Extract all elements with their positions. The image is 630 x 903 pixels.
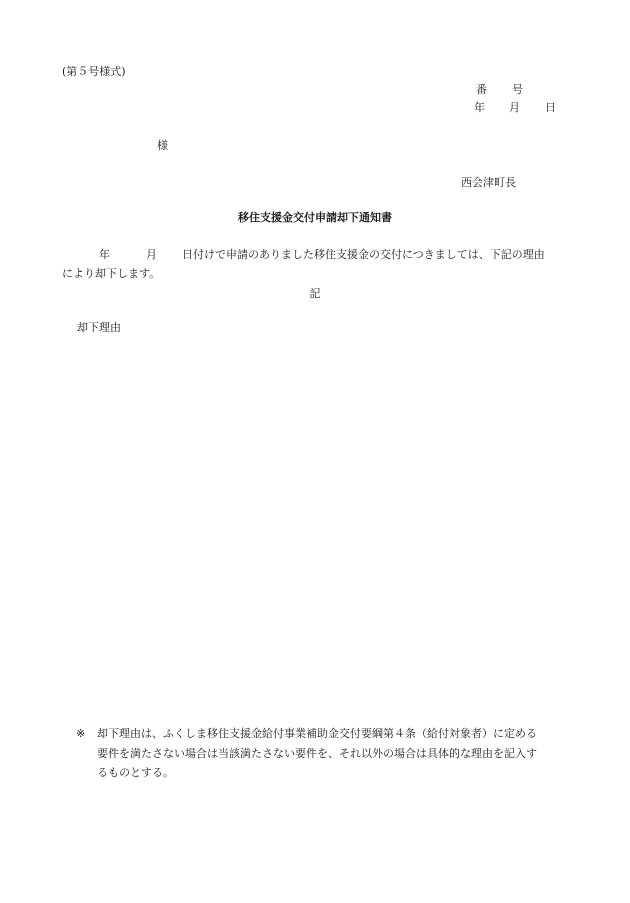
body-year-label: 年 [99, 248, 110, 261]
note-line-2: 要件を満たさない場合は当該満たさない要件を、それ以外の場合は具体的な理由を記入す [97, 747, 537, 760]
ki-marker: 記 [309, 287, 321, 300]
note-mark: ※ [76, 727, 86, 740]
note-line-1: 却下理由は、ふくしま移住支援金給付事業補助金交付要綱第４条（給付対象者）に定める [97, 727, 537, 740]
body-text-line-2: により却下します。 [62, 267, 161, 280]
date-year-label: 年 [474, 101, 485, 114]
addressee-honorific: 様 [157, 139, 168, 152]
date-month-label: 月 [509, 101, 520, 114]
body-text-line-1: 日付けで申請のありました移住支援金の交付につきましては、下記の理由 [182, 248, 545, 261]
issuer-name: 西会津町長 [461, 176, 516, 189]
note-line-3: るものとする。 [97, 766, 174, 779]
form-number: (第５号様式) [62, 65, 126, 78]
rejection-reason-label: 却下理由 [77, 321, 121, 334]
body-month-label: 月 [146, 248, 157, 261]
document-number-label: 番 [476, 83, 487, 96]
date-day-label: 日 [545, 101, 556, 114]
document-number-suffix: 号 [512, 83, 523, 96]
document-title: 移住支援金交付申請却下通知書 [238, 211, 392, 224]
